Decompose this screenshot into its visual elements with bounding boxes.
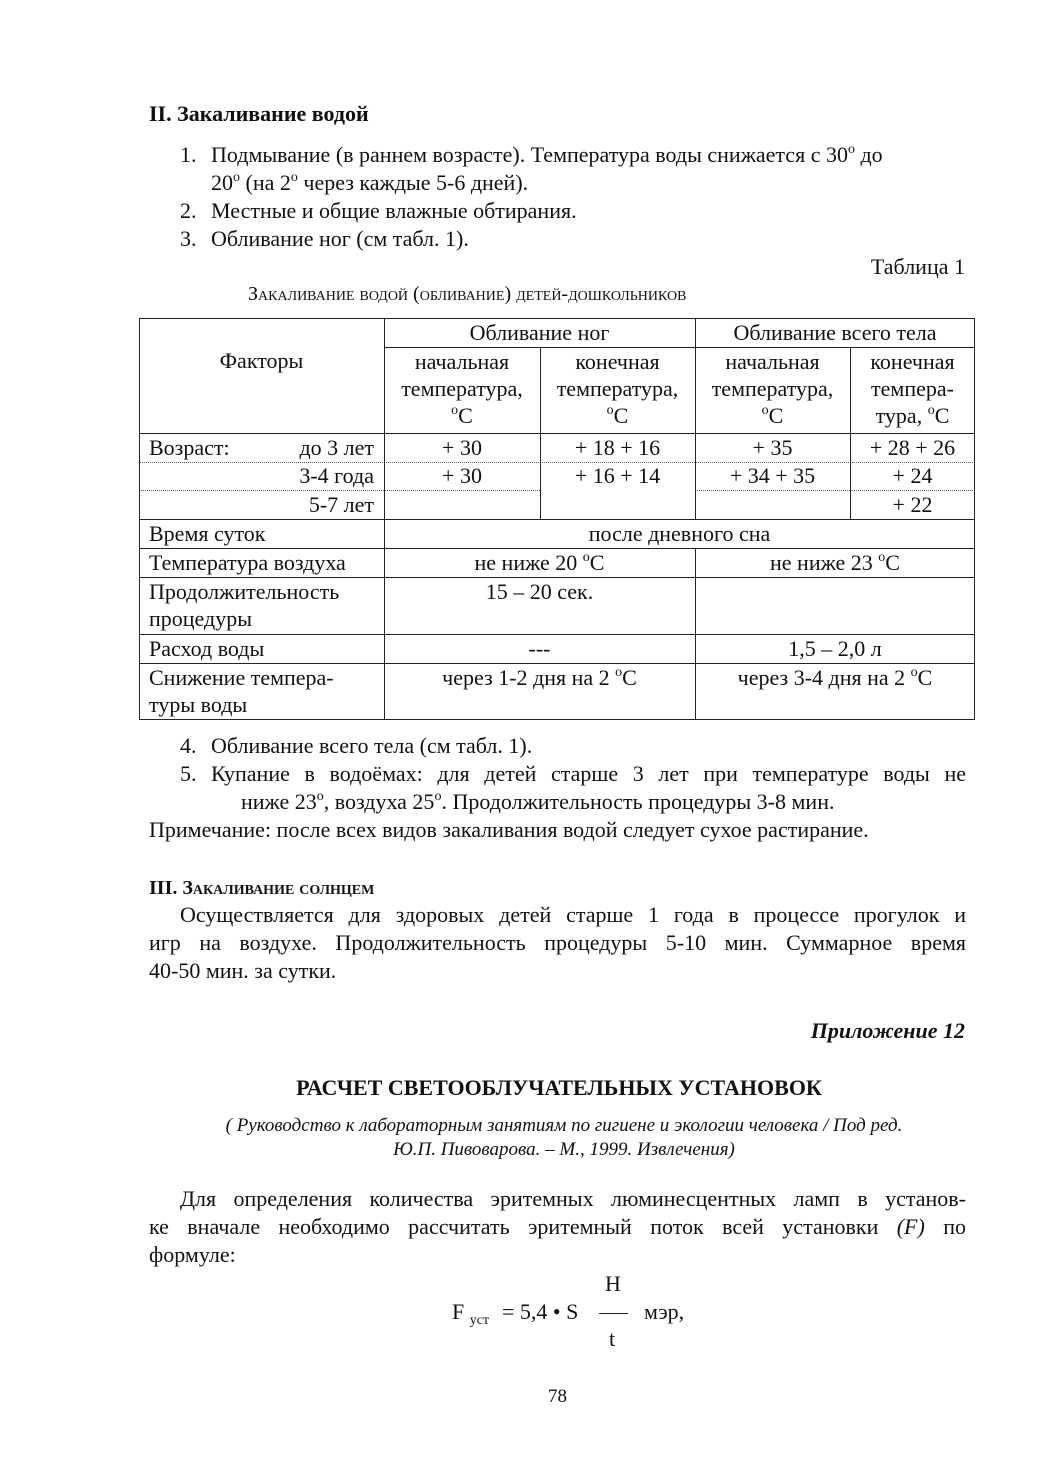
table-caption: Закаливание водой (обливание) детей-дошкольников: [248, 283, 687, 305]
row-label-duration: Продолжительность процедуры: [149, 579, 340, 631]
table-cell: + 16 + 14: [574, 463, 661, 488]
section-2-title: II. Закаливание водой: [149, 101, 369, 126]
formula-denominator: t: [609, 1326, 616, 1351]
table-cell: + 18 + 16: [574, 435, 661, 460]
age-row-label: 3-4 года: [299, 463, 374, 488]
age-label: Возраст:: [149, 435, 230, 460]
table-cell: + 35: [752, 435, 793, 460]
table-cell: + 30: [442, 463, 482, 488]
table-cell: не ниже 20 $^о$С: [474, 549, 605, 575]
table-cell: ---: [528, 636, 551, 661]
fraction-line: [599, 1313, 628, 1314]
table-cell: + 28 + 26: [869, 435, 956, 460]
table-cell: + 24: [892, 463, 933, 488]
appendix-title: РАСЧЕТ СВЕТООБЛУЧАТЕЛЬНЫХ УСТАНОВОК: [296, 1075, 822, 1100]
list-item-number: 2.: [180, 198, 197, 223]
list-item-text: Купание в водоёмах: для детей старше 3 лет при температуре воды не: [211, 761, 966, 786]
age-row-label: до 3 лет: [299, 435, 374, 460]
page-number: 78: [548, 1386, 567, 1407]
paragraph-line: ке вначале необходимо рассчитать эритемный поток всей установки (F) по: [149, 1214, 966, 1239]
header-legs-start-temp: начальная температура, $^о$С: [401, 349, 523, 428]
header-legs-end-temp: конечная температура, $^о$С: [556, 349, 679, 428]
section-3-title: III. Закаливание солнцем: [149, 877, 375, 899]
table-cell: + 34 + 35: [729, 463, 816, 488]
list-item-number: 3.: [180, 226, 197, 251]
table-cell: 15 – 20 сек.: [485, 579, 594, 604]
table-cell: не ниже 23 $^о$С: [770, 549, 900, 575]
paragraph-line: Для определения количества эритемных люминесцентных ламп в установ-: [180, 1186, 966, 1211]
note-paragraph: Примечание: после всех видов закаливания водой следует сухое растирание.: [149, 817, 869, 842]
age-row-label: 5-7 лет: [308, 492, 374, 517]
table-cell: + 30: [442, 435, 482, 460]
list-item-text: Обливание ног (см табл. 1).: [211, 226, 469, 251]
list-item-text: Местные и общие влажные обтирания.: [211, 198, 577, 223]
formula-unit: мэр,: [644, 1299, 685, 1324]
paragraph-line: игр на воздухе. Продолжительность процедуры 5-10 мин. Суммарное время: [149, 930, 966, 955]
header-legs: Обливание ног: [469, 320, 610, 345]
list-item-number: 4.: [180, 733, 197, 758]
table-cell: через 3-4 дня на 2 $^о$С: [737, 664, 933, 690]
appendix-label: Приложение 12: [810, 1018, 965, 1043]
header-body-end-temp: конечная темпера- тура, $^о$С: [870, 349, 955, 428]
list-item-text-continued: ниже $23^о$, воздуха $25^о$. Продолжительность процедуры 3-8 мин.: [241, 788, 835, 814]
paragraph-line: Осуществляется для здоровых детей старше 1 года в процессе прогулок и: [180, 902, 966, 927]
row-label-water-use: Расход воды: [149, 636, 265, 661]
list-item-number: 5.: [180, 761, 197, 786]
list-item-number: 1.: [180, 142, 197, 167]
source-line: ( Руководство к лабораторным занятиям по гигиене и экологии человека / Под ред.: [225, 1115, 903, 1136]
table-label: Таблица 1: [870, 254, 965, 279]
row-label-time-of-day: Время суток: [149, 521, 266, 546]
list-item-text: Обливание всего тела (см табл. 1).: [211, 733, 533, 758]
header-body-start-temp: начальная температура, $^о$С: [711, 349, 834, 428]
formula-lhs: F $_{уст}$: [452, 1299, 490, 1328]
formula-middle: = 5,4 • S: [502, 1299, 579, 1324]
table-cell: 1,5 – 2,0 л: [788, 636, 882, 661]
row-label-air-temp: Температура воздуха: [149, 550, 346, 575]
table-cell: + 22: [892, 492, 933, 517]
header-factors: Факторы: [219, 348, 304, 373]
formula-numerator: H: [605, 1271, 621, 1296]
row-label-temp-drop: Снижение темпера- туры воды: [149, 665, 334, 717]
list-item-text-continued: $20^о$ (на $2^о$ через каждые 5-6 дней).: [211, 169, 529, 195]
table-cell: после дневного сна: [588, 521, 771, 546]
list-item-text: Подмывание (в раннем возрасте). Температура воды снижается с $30^о$ до: [211, 141, 883, 167]
source-line: Ю.П. Пивоварова. – М., 1999. Извлечения): [393, 1139, 735, 1160]
paragraph-line: 40-50 мин. за сутки.: [149, 958, 337, 983]
hardening-table: [139, 318, 975, 720]
header-whole-body: Обливание всего тела: [733, 320, 937, 345]
paragraph-line: формуле:: [149, 1242, 236, 1267]
table-cell: через 1-2 дня на 2 $^о$С: [442, 664, 637, 690]
